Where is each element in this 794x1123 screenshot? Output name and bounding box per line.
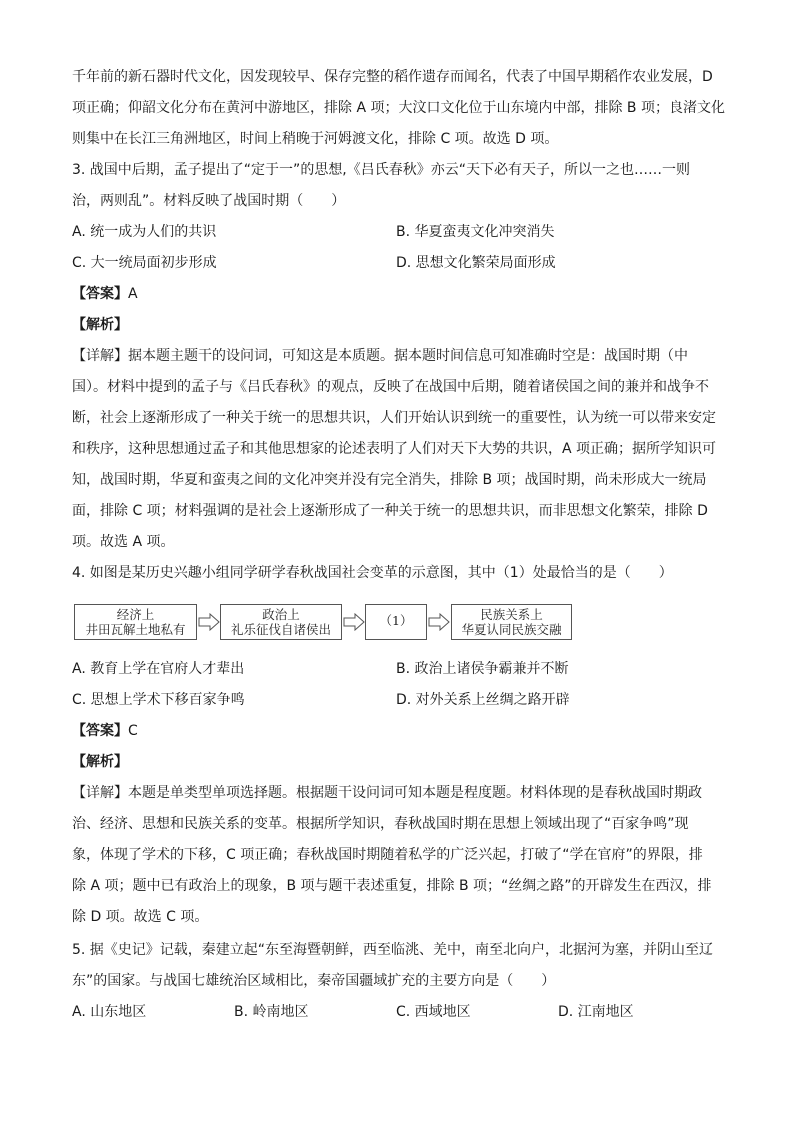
q3-analysis-label: 【解析】	[72, 317, 128, 333]
q4-detail-line-5: 除 D 项。故选 C 项。	[72, 909, 209, 925]
intro-line-3: 则集中在长江三角洲地区，时间上稍晚于河姆渡文化，排除 C 项。故选 D 项。	[72, 131, 559, 147]
q4-analysis-label: 【解析】	[72, 754, 128, 770]
q4-stem: 4. 如图是某历史兴趣小组同学研学春秋战国社会变革的示意图，其中（1）处最恰当的是（ ）	[72, 565, 673, 581]
intro-line-1: 千年前的新石器时代文化，因发现较早、保存完整的稻作遗存而闻名，代表了中国早期稻作农业发展，D	[72, 69, 713, 85]
q3-detail-line-3: 断，社会上逐渐形成了一种关于统一的思想共识，人们开始认识到统一的重要性，认为统一可以带来安定	[72, 410, 716, 426]
q5-option-c: C. 西域地区	[396, 1004, 471, 1020]
q3-detail-line-4: 和秩序，这种思想通过孟子和其他思想家的论述表明了人们对天下大势的共识，A 项正确；据所学知识可	[72, 441, 717, 457]
q4-answer-value: C	[128, 723, 138, 739]
q4-option-c: C. 思想上学术下移百家争鸣	[72, 692, 245, 708]
arrow-right-icon	[428, 613, 450, 631]
q3-option-b: B. 华夏蛮夷文化冲突消失	[396, 224, 555, 240]
q4-detail-line-1: 【详解】本题是单类型单项选择题。根据题干设问词可知本题是程度题。材料体现的是春秋战国时期政	[72, 785, 702, 801]
arrow-right-icon	[343, 613, 365, 631]
q3-detail-line-7: 项。故选 A 项。	[72, 534, 175, 550]
box-blank-label: （1）	[379, 613, 413, 628]
q3-option-d: D. 思想文化繁荣局面形成	[396, 255, 556, 271]
q3-answer-label: 【答案】	[72, 286, 128, 302]
q4-option-d: D. 对外关系上丝绸之路开辟	[396, 692, 570, 708]
q5-option-d: D. 江南地区	[558, 1004, 634, 1020]
q4-diagram-box-blank	[365, 604, 427, 640]
q4-diagram-box-politics	[220, 604, 342, 640]
q3-option-c: C. 大一统局面初步形成	[72, 255, 217, 271]
q4-answer	[72, 721, 138, 741]
q3-stem-line-2: 治，两则乱”。材料反映了战国时期（ ）	[72, 193, 346, 209]
q4-answer-label: 【答案】	[72, 723, 128, 739]
box-economy-title: 经济上	[116, 607, 155, 622]
q3-option-a: A. 统一成为人们的共识	[72, 224, 217, 240]
q5-stem-line-2: 东”的国家。与战国七雄统治区域相比，秦帝国疆域扩充的主要方向是（ ）	[72, 973, 556, 989]
q4-option-a: A. 教育上学在官府人才辈出	[72, 661, 245, 677]
box-economy-text: 井田瓦解土地私有	[85, 622, 186, 637]
box-ethnic-title: 民族关系上	[480, 607, 543, 622]
q4-detail-line-3: 象，体现了学术的下移，C 项正确；春秋战国时期随着私学的广泛兴起，打破了“学在官府”的界限，排	[72, 847, 703, 863]
q5-option-b: B. 岭南地区	[234, 1004, 309, 1020]
arrow-right-icon	[198, 613, 220, 631]
q4-diagram-box-economy	[74, 604, 197, 640]
q5-stem-line-1: 5. 据《史记》记载，秦建立起“东至海暨朝鲜，西至临洮、羌中，南至北向户，北据河为塞，并阴山至辽	[72, 942, 714, 958]
q3-detail-line-6: 面，排除 C 项；材料强调的是社会上逐渐形成了一种关于统一的思想共识，而非思想文化繁荣，排除 D	[72, 503, 708, 519]
q3-detail-line-1: 【详解】据本题主题干的设问词，可知这是本质题。据本题时间信息可知准确时空是：战国时期（中	[72, 348, 688, 364]
q4-detail-line-4: 除 A 项；题中已有政治上的现象，B 项与题干表述重复，排除 B 项；“丝绸之路”的开辟发生在西汉，排	[72, 878, 712, 894]
q4-detail-line-2: 治、经济、思想和民族关系的变革。根据所学知识，春秋战国时期在思想上领域出现了“百家争鸣”现	[72, 816, 689, 832]
q3-answer-value: A	[128, 286, 138, 302]
box-ethnic-text: 华夏认同民族交融	[461, 622, 562, 637]
q3-stem-line-1: 3. 战国中后期，孟子提出了“定于一”的思想,《吕氏春秋》亦云“天下必有天子，所以一之也……一则	[72, 162, 691, 178]
box-politics-text: 礼乐征伐自诸侯出	[230, 622, 331, 637]
intro-line-2: 项正确；仰韶文化分布在黄河中游地区，排除 A 项；大汶口文化位于山东境内中部，排除 B 项；良渚文化	[72, 100, 725, 116]
q3-answer	[72, 284, 138, 304]
q3-detail-line-2: 国）。材料中提到的孟子与《吕氏春秋》的观点，反映了在战国中后期，随着诸侯国之间的兼并和战争不	[72, 379, 709, 395]
box-politics-title: 政治上	[262, 607, 300, 622]
q3-detail-line-5: 知，战国时期，华夏和蛮夷之间的文化冲突并没有完全消失，排除 B 项；战国时期，尚未形成大一统局	[72, 472, 707, 488]
q4-option-b: B. 政治上诸侯争霸兼并不断	[396, 661, 569, 677]
q4-diagram-box-ethnic	[451, 604, 572, 640]
q5-option-a: A. 山东地区	[72, 1004, 147, 1020]
